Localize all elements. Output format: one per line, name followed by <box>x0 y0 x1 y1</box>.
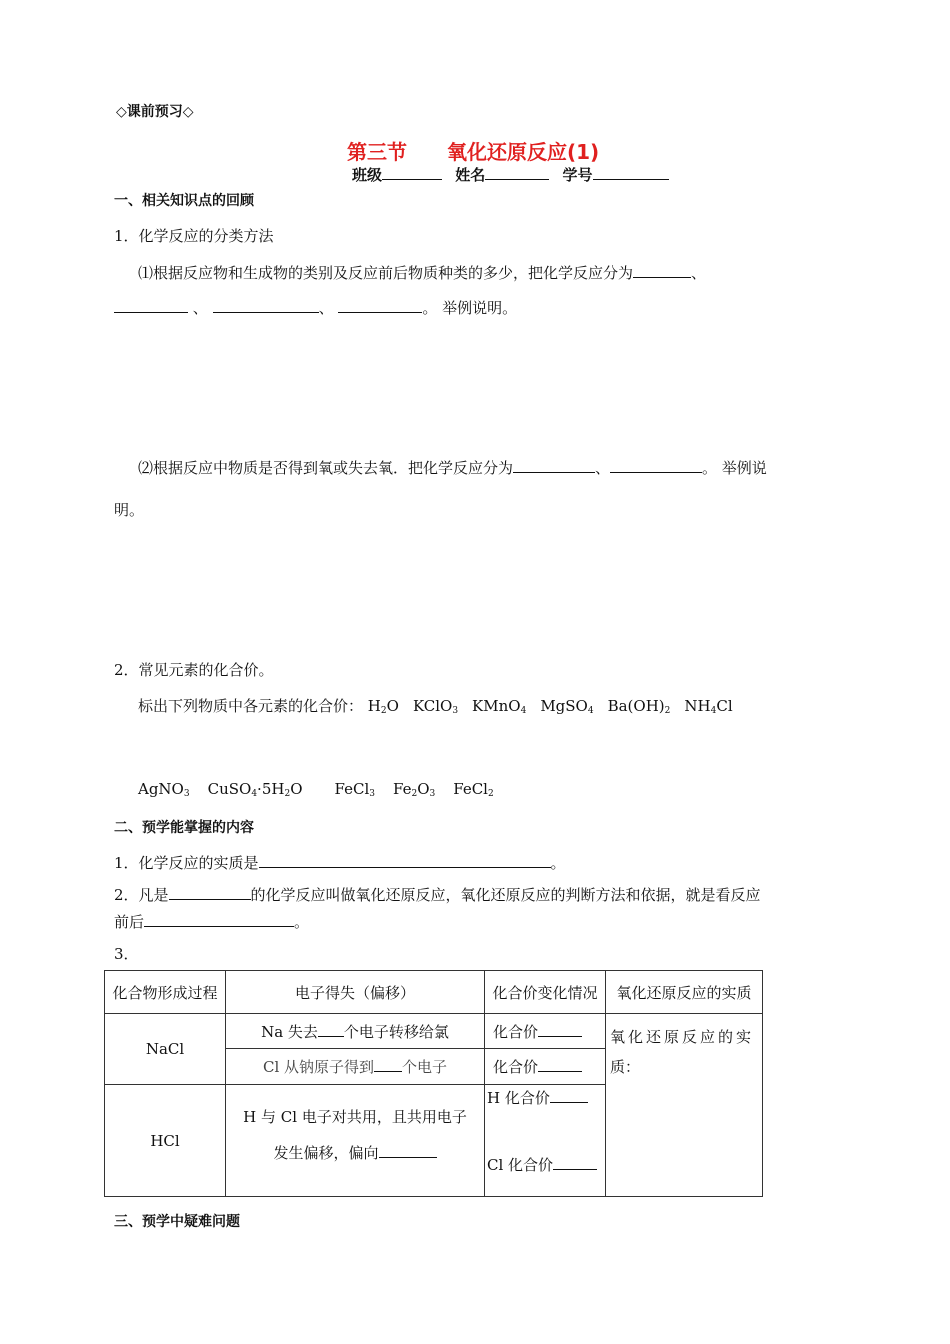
q2-title: 2．常见元素的化合价。 <box>114 661 274 679</box>
p2-q1-end: 。 <box>550 854 566 872</box>
chemical-formula: AgNO$_3$ <box>138 780 190 799</box>
separator: 、 <box>691 264 707 282</box>
id-blank[interactable] <box>593 165 669 180</box>
q1-1-blank-3[interactable] <box>213 298 319 313</box>
p2-q2-line1 <box>114 884 761 905</box>
q1-1-text: ⑴根据反应物和生成物的类别及反应前后物质种类的多少，把化学反应分为 <box>138 264 634 282</box>
q1-1-line <box>138 262 706 283</box>
nacl-electron-2 <box>226 1049 485 1085</box>
nacl-valence-blank-2[interactable] <box>538 1057 582 1072</box>
redox-table <box>104 970 763 1197</box>
hcl-cell: HCl <box>105 1085 226 1197</box>
separator: 、 <box>595 459 611 477</box>
q1-2-blank-2[interactable] <box>610 458 702 473</box>
name-label: 姓名 <box>455 166 486 184</box>
hcl-line-1: H 与 Cl 电子对共用，且共用电子 <box>243 1108 467 1126</box>
q2-line1 <box>138 695 747 716</box>
chemical-formula: FeCl$_3$ <box>334 780 375 799</box>
chemical-formula: KMnO$_4$ <box>472 697 527 716</box>
q1-2-end: 。 举例说 <box>702 459 767 477</box>
hcl-line-2 <box>230 1135 480 1171</box>
id-label: 学号 <box>562 166 593 184</box>
valence-label: 化合价 <box>493 1058 539 1076</box>
separator: 、 <box>318 299 334 317</box>
hcl-electron <box>226 1085 485 1197</box>
hcl-blank[interactable] <box>379 1143 437 1158</box>
q1-2-line <box>138 457 767 478</box>
nacl-valence-1 <box>485 1014 606 1049</box>
part3-heading: 三、预学中疑难问题 <box>114 1214 240 1230</box>
q1-1-blank-2[interactable] <box>114 298 188 313</box>
q1-2-end2: 明。 <box>114 501 145 519</box>
part2-heading: 二、预学能掌握的内容 <box>114 820 254 836</box>
p2-q2-c: 前后 <box>114 913 145 931</box>
preview-label: ◇课前预习◇ <box>116 104 194 120</box>
q1-2-blank-1[interactable] <box>513 458 595 473</box>
p2-q2-blank-1[interactable] <box>169 885 251 900</box>
chemical-formula: $NH_4Cl$ <box>684 697 733 716</box>
q1-1-line2 <box>114 297 517 318</box>
q1-title: 1．化学反应的分类方法 <box>114 227 274 245</box>
p2-q1 <box>114 852 566 873</box>
hcl-cl-valence <box>487 1154 605 1175</box>
chemical-formula: MgSO$_4$ <box>540 697 594 716</box>
th-formation: 化合物形成过程 <box>105 971 226 1014</box>
part1-heading: 一、相关知识点的回顾 <box>114 193 254 209</box>
p2-q2-end: 。 <box>294 913 310 931</box>
th-essence: 氧化还原反应的实质 <box>606 971 763 1014</box>
nacl-r2-a: Cl 从钠原子得到 <box>262 1058 375 1076</box>
th-valence: 化合价变化情况 <box>485 971 606 1014</box>
q1-2-text: ⑵根据反应中物质是否得到氧或失去氧．把化学反应分为 <box>138 459 514 477</box>
nacl-valence-blank-1[interactable] <box>538 1022 582 1037</box>
name-blank[interactable] <box>485 165 549 180</box>
chemical-formula: KClO$_3$ <box>412 697 459 716</box>
nacl-r2-b: 个电子 <box>402 1058 448 1076</box>
essence-text-1: 氧化还原反应的实 <box>610 1028 755 1046</box>
chemical-formula: $Ba(OH)_2$ <box>607 697 671 716</box>
q1-1-blank-1[interactable] <box>633 263 691 278</box>
nacl-valence-2 <box>485 1049 606 1085</box>
p2-q2-line2 <box>114 911 309 932</box>
p2-q1-text: 1．化学反应的实质是 <box>114 854 259 872</box>
nacl-r1-blank[interactable] <box>318 1022 344 1037</box>
chemical-formula: $CuSO_4\cdot 5H_2O$ <box>207 780 303 799</box>
q2-prompt: 标出下列物质中各元素的化合价： <box>138 697 364 715</box>
class-label: 班级 <box>352 166 383 184</box>
p2-q2-b: 的化学反应叫做氧化还原反应，氧化还原反应的判断方法和依据，就是看反应 <box>250 886 761 904</box>
p2-q3-num: 3． <box>114 945 139 963</box>
chemical-formula: $Fe_2O_3$ <box>392 780 436 799</box>
nacl-r1-b: 个电子转移给氯 <box>343 1022 449 1041</box>
nacl-cell: NaCl <box>105 1014 226 1085</box>
separator: 、 <box>192 299 208 317</box>
p2-q1-blank[interactable] <box>259 853 551 868</box>
hcl-line-2-text: 发生偏移，偏向 <box>273 1144 379 1162</box>
student-info <box>352 164 669 185</box>
hcl-h-blank[interactable] <box>550 1088 588 1103</box>
essence-text-2: 质： <box>610 1058 641 1076</box>
hcl-h-valence <box>487 1087 605 1108</box>
nacl-r1-a: Na 失去 <box>261 1022 318 1041</box>
hcl-cl-label: Cl 化合价 <box>487 1156 554 1174</box>
valence-label: 化合价 <box>493 1022 539 1041</box>
p2-q2-a: 2．凡是 <box>114 886 169 904</box>
p2-q2-blank-2[interactable] <box>144 912 294 927</box>
hcl-valence <box>485 1085 606 1197</box>
title-section: 第三节 <box>347 140 407 164</box>
nacl-electron-1 <box>226 1014 485 1049</box>
formula-row-2 <box>138 780 512 799</box>
th-electron: 电子得失（偏移） <box>226 971 485 1014</box>
nacl-r2-blank[interactable] <box>374 1057 402 1072</box>
class-blank[interactable] <box>382 165 442 180</box>
q1-1-blank-4[interactable] <box>338 298 422 313</box>
q1-1-end: 。 举例说明。 <box>422 299 518 317</box>
chemical-formula: $H_2O$ <box>367 697 399 716</box>
formula-row-1 <box>368 697 747 715</box>
hcl-h-label: H 化合价 <box>487 1089 550 1107</box>
hcl-cl-blank[interactable] <box>553 1155 597 1170</box>
essence-cell <box>606 1014 763 1197</box>
chemical-formula: FeCl$_2$ <box>453 780 494 799</box>
title-topic: 氧化还原反应(1) <box>447 140 600 164</box>
